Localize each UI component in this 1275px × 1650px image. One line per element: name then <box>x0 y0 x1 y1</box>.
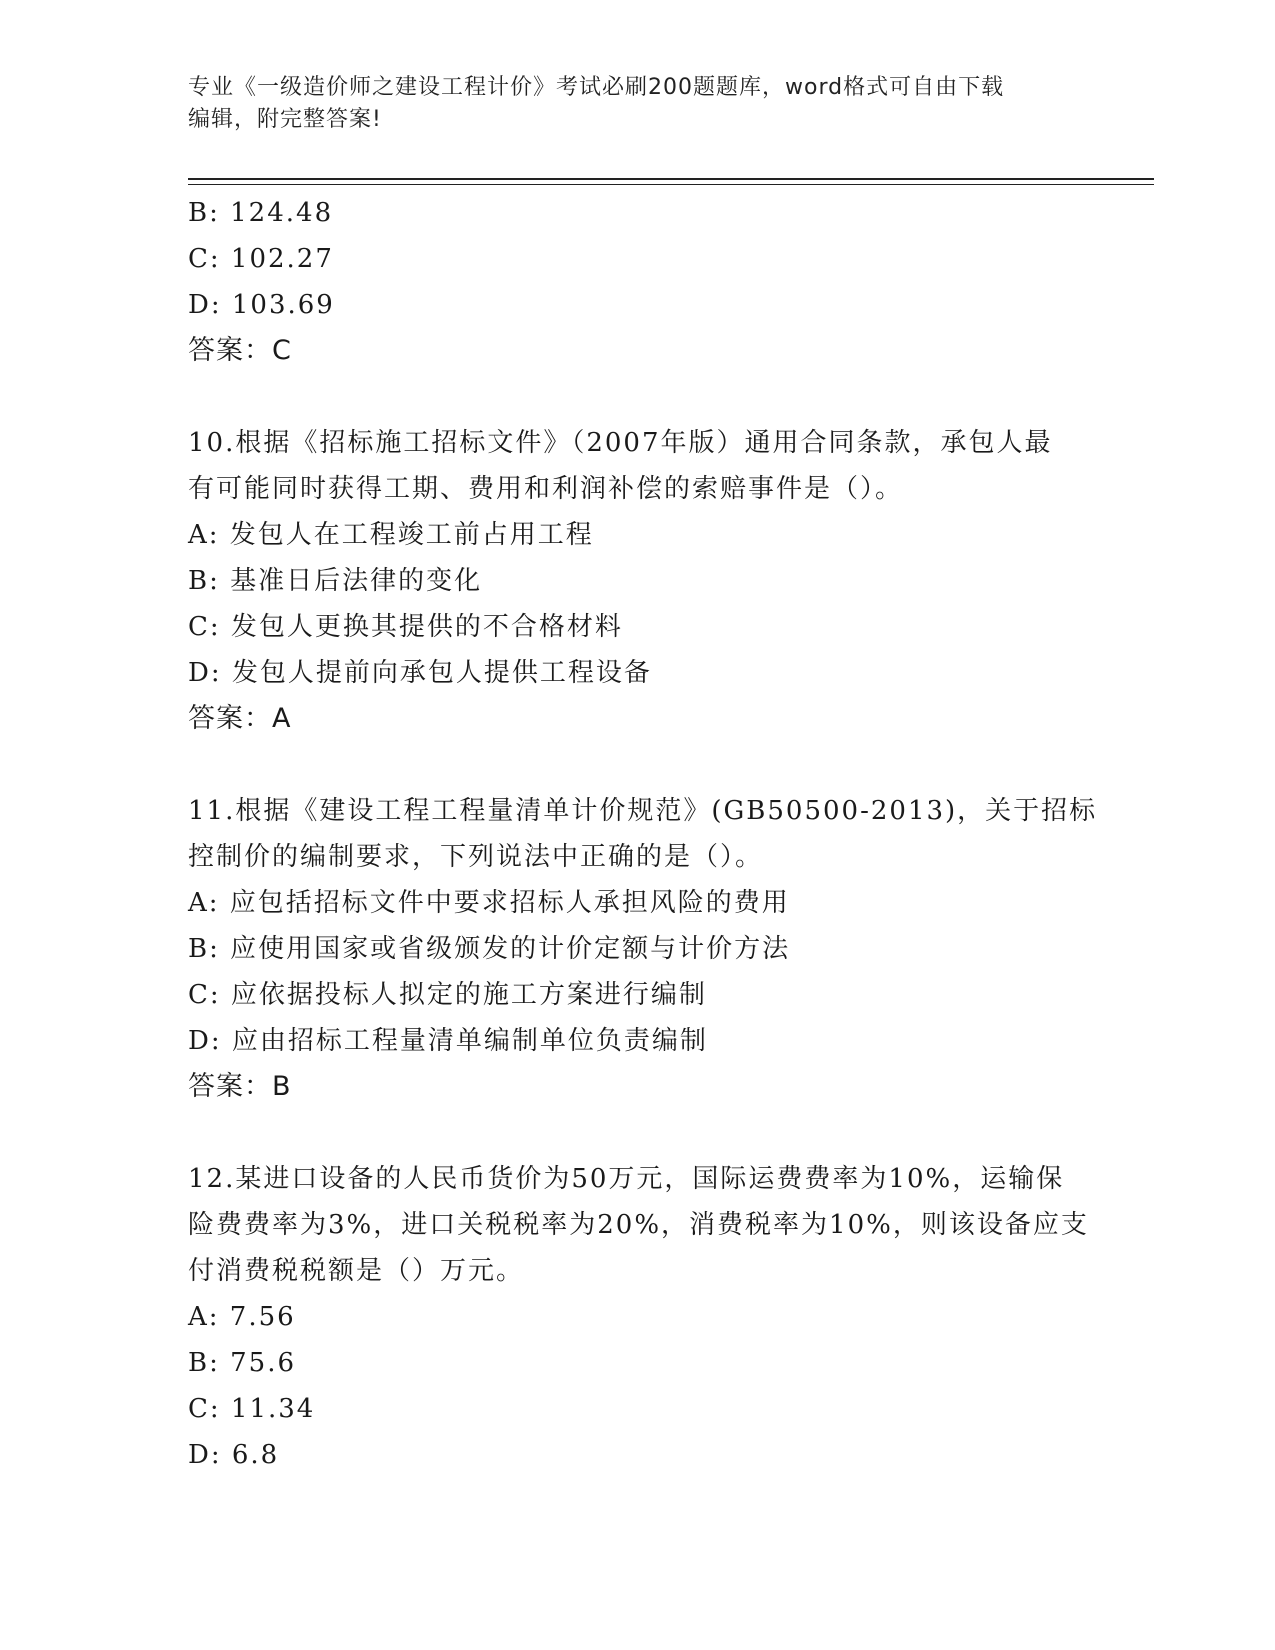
header-line-2: 编辑，附完整答案! <box>188 107 382 132</box>
question-11 <box>188 788 1098 1110</box>
option-c: C: 发包人更换其提供的不合格材料 <box>188 612 623 642</box>
option-b: B: 应使用国家或省级颁发的计价定额与计价方法 <box>188 934 791 964</box>
answer-line: 答案：B <box>188 1071 292 1102</box>
option-c: C: 11.34 <box>188 1394 316 1424</box>
spacer <box>188 742 1088 788</box>
header-divider-thin <box>188 184 1154 185</box>
question-text-line: 有可能同时获得工期、费用和利润补偿的索赔事件是（）。 <box>188 474 904 504</box>
option-d: D: 103.69 <box>188 290 335 320</box>
header-divider-thick <box>188 178 1154 180</box>
question-12 <box>188 1156 1088 1478</box>
option-b: B: 基准日后法律的变化 <box>188 566 483 596</box>
option-d: D: 6.8 <box>188 1440 280 1470</box>
question-text-line: 11.根据《建设工程工程量清单计价规范》(GB50500-2013)，关于招标 <box>188 796 1098 826</box>
option-b: B: 124.48 <box>188 198 334 228</box>
question-text-line: 险费费率为3%，进口关税税率为20%，消费税率为10%，则该设备应支 <box>188 1210 1089 1240</box>
spacer <box>188 1110 1088 1156</box>
option-d: D: 应由招标工程量清单编制单位负责编制 <box>188 1026 708 1056</box>
option-b: B: 75.6 <box>188 1348 297 1378</box>
spacer <box>188 374 1088 420</box>
question-text-line: 控制价的编制要求，下列说法中正确的是（）。 <box>188 842 764 872</box>
question-text-line: 10.根据《招标施工招标文件》（2007年版）通用合同条款，承包人最 <box>188 428 1053 458</box>
option-c: C: 应依据投标人拟定的施工方案进行编制 <box>188 980 707 1010</box>
header-line-1: 专业《一级造价师之建设工程计价》考试必刷200题题库，word格式可自由下载 <box>188 75 1005 100</box>
answer-line: 答案：A <box>188 703 292 734</box>
option-c: C: 102.27 <box>188 244 334 274</box>
question-content <box>188 190 1098 1478</box>
question-10 <box>188 420 1088 742</box>
option-a: A: 发包人在工程竣工前占用工程 <box>188 520 594 550</box>
option-a: A: 应包括招标文件中要求招标人承担风险的费用 <box>188 888 790 918</box>
document-header <box>188 72 1088 136</box>
option-d: D: 发包人提前向承包人提供工程设备 <box>188 658 652 688</box>
previous-question-tail <box>188 190 1088 374</box>
question-text-line: 付消费税税额是（）万元。 <box>188 1256 525 1286</box>
option-a: A: 7.56 <box>188 1302 296 1332</box>
question-text-line: 12.某进口设备的人民币货价为50万元，国际运费费率为10%，运输保 <box>188 1164 1065 1194</box>
answer-line: 答案：C <box>188 335 292 366</box>
